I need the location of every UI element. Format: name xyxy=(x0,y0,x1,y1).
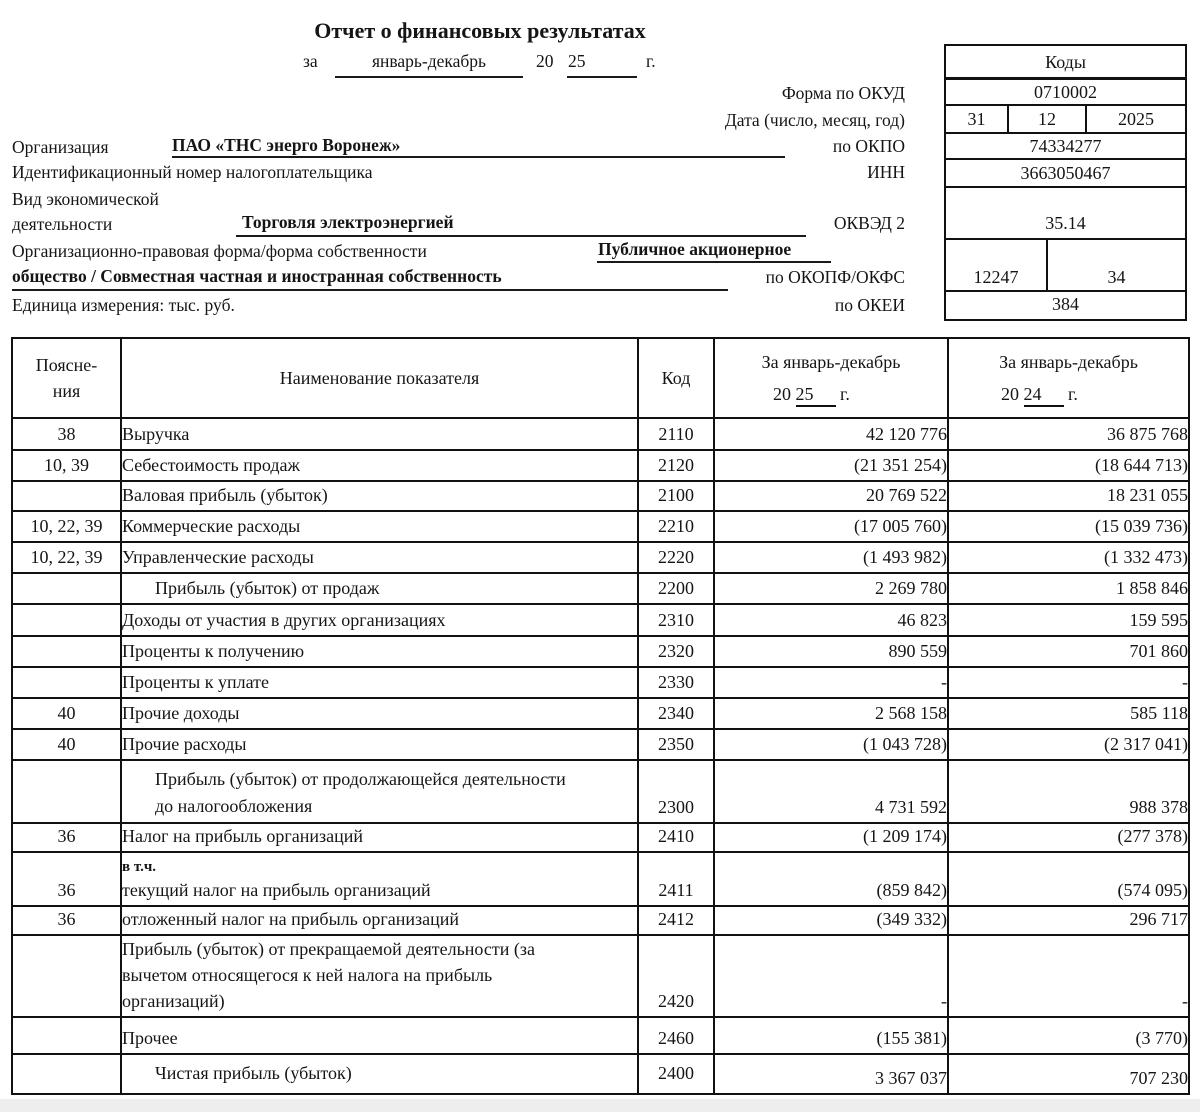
organization-label: Организация xyxy=(12,137,109,157)
okved-label: ОКВЭД 2 xyxy=(833,213,905,233)
year-prefix: 20 xyxy=(536,51,554,71)
okei-label: по ОКЕИ xyxy=(834,295,905,315)
taxpayer-id-label: Идентификационный номер налогоплательщика xyxy=(12,162,373,182)
date-codes xyxy=(946,106,1185,134)
year-value: 25 xyxy=(568,51,586,71)
table-row: 36 в т.ч. текущий налог на прибыль организаций 2411 (859 842) (574 095) xyxy=(12,852,1189,906)
legal-form-underline-1 xyxy=(597,261,831,263)
okved-code: 35.14 xyxy=(946,188,1185,240)
okopf-okfs-codes xyxy=(946,240,1185,292)
inn-code: 3663050467 xyxy=(946,160,1185,188)
okud-label: Форма по ОКУД xyxy=(781,83,905,103)
year-end: г. xyxy=(646,51,656,71)
table-header-row xyxy=(12,338,1189,418)
unit-label: Единица измерения: тыс. руб. xyxy=(12,295,235,315)
okei-code: 384 xyxy=(1052,294,1079,314)
legal-form-value-line1: Публичное акционерное xyxy=(598,239,792,259)
inn-label: ИНН xyxy=(867,162,905,182)
activity-value: Торговля электроэнергией xyxy=(242,212,454,232)
header-previous-period: За январь-декабрь 20 24 г. xyxy=(948,338,1189,418)
header-notes: Поясне- ния xyxy=(12,338,121,418)
codes-title: Коды xyxy=(946,46,1185,80)
legal-form-underline-2 xyxy=(12,289,728,291)
table-row: 36 Налог на прибыль организаций 2410 (1 209 174) (277 378) xyxy=(12,823,1189,852)
table-row: Прибыль (убыток) от продаж 2200 2 269 780 1 858 846 xyxy=(12,573,1189,604)
table-row: Проценты к получению 2320 890 559 701 860 xyxy=(12,636,1189,667)
activity-label-line2: деятельности xyxy=(12,214,113,234)
organization-value: ПАО «ТНС энерго Воронеж» xyxy=(172,135,401,155)
financial-results-table xyxy=(11,337,1190,1095)
table-row: Прочее 2460 (155 381) (3 770) xyxy=(12,1017,1189,1054)
legal-form-label: Организационно-правовая форма/форма собственности xyxy=(12,241,427,261)
legal-form-value-line2: общество / Совместная частная и иностранная собственность xyxy=(12,266,502,286)
table-row: 36 отложенный налог на прибыль организаций 2412 (349 332) 296 717 xyxy=(12,906,1189,935)
period-prefix: за xyxy=(303,51,318,71)
date-year: 2025 xyxy=(1085,106,1185,132)
table-row: Валовая прибыль (убыток) 2100 20 769 522 18 231 055 xyxy=(12,481,1189,511)
okfs-code: 34 xyxy=(1046,240,1185,290)
okopf-okfs-label: по ОКОПФ/ОКФС xyxy=(765,267,905,287)
table-row: 10, 39 Себестоимость продаж 2120 (21 351 254) (18 644 713) xyxy=(12,450,1189,481)
okpo-code: 74334277 xyxy=(946,134,1185,160)
report-title: Отчет о финансовых результатах xyxy=(314,18,646,43)
date-label: Дата (число, месяц, год) xyxy=(724,110,905,130)
table-row: Доходы от участия в других организациях 2310 46 823 159 595 xyxy=(12,604,1189,636)
header-code: Код xyxy=(638,338,714,418)
table-row: 10, 22, 39 Коммерческие расходы 2210 (17 005 760) (15 039 736) xyxy=(12,511,1189,542)
table-row-net-profit: Чистая прибыль (убыток) 2400 3 367 037 707 230 xyxy=(12,1054,1189,1094)
current-year-field: 25 xyxy=(796,383,836,407)
period-underline xyxy=(335,76,523,78)
codes-box xyxy=(944,44,1187,321)
header-current-period: За январь-декабрь 20 25 г. xyxy=(714,338,948,418)
date-month: 12 xyxy=(1007,106,1085,132)
bottom-gray-strip xyxy=(0,1099,1200,1112)
table-row: Прибыль (убыток) от прекращаемой деятельности (за вычетом относящегося к ней налога на прибыль организаций) 2420 - - xyxy=(12,935,1189,1017)
table-row: 10, 22, 39 Управленческие расходы 2220 (1 493 982) (1 332 473) xyxy=(12,542,1189,573)
table-row: 38 Выручка 2110 42 120 776 36 875 768 xyxy=(12,418,1189,450)
table-row: Прибыль (убыток) от продолжающейся деятельности до налогообложения 2300 4 731 592 988 378 xyxy=(12,760,1189,823)
activity-underline xyxy=(236,235,806,237)
previous-year-field: 24 xyxy=(1024,383,1064,407)
date-day: 31 xyxy=(967,109,986,129)
okpo-label: по ОКПО xyxy=(832,136,905,156)
okopf-code: 12247 xyxy=(973,267,1019,287)
activity-label-line1: Вид экономической xyxy=(12,189,159,209)
organization-underline xyxy=(172,156,785,158)
header-indicator-name: Наименование показателя xyxy=(121,338,638,418)
table-row: Проценты к уплате 2330 - - xyxy=(12,667,1189,698)
period-value: январь-декабрь xyxy=(371,51,487,71)
table-row: 40 Прочие расходы 2350 (1 043 728) (2 317 041) xyxy=(12,729,1189,760)
okud-code: 0710002 xyxy=(946,80,1185,106)
table-row: 40 Прочие доходы 2340 2 568 158 585 118 xyxy=(12,698,1189,729)
year-underline xyxy=(567,76,637,78)
